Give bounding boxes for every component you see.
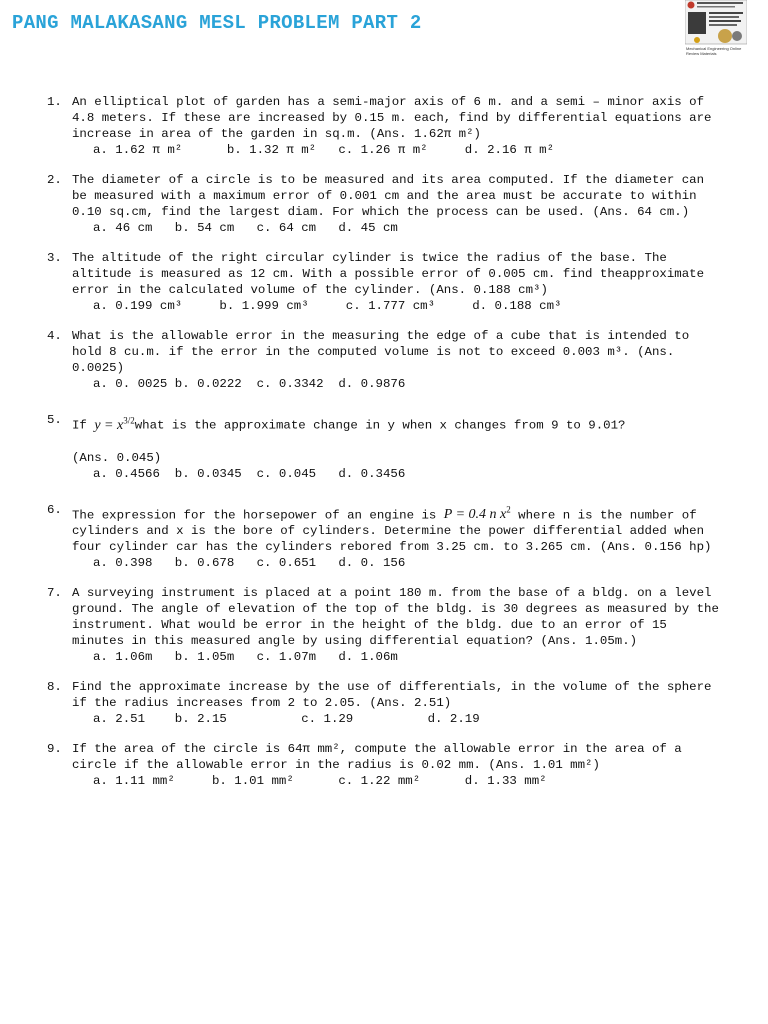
question-text <box>72 412 722 434</box>
question-number: 2. <box>47 173 62 187</box>
answer-choices: a. 2.51 b. 2.15 c. 1.29 d. 2.19 <box>93 712 480 727</box>
question-item <box>47 94 722 158</box>
math-base: y = x <box>94 417 124 433</box>
answer-choices: a. 46 cm b. 54 cm c. 64 cm d. 45 cm <box>93 221 398 235</box>
question-number: 5. <box>47 413 62 427</box>
question-text: The diameter of a circle is to be measured and its area computed. If the diameter can be measured with a maximum error of 0.001 cm and the area must be accurate to within 0.10 sq.cm, find the largest diam. For which the process can be used. (Ans. 64 cm.) <box>72 173 705 219</box>
math-exponent: 2 <box>506 504 511 515</box>
question-text: If the area of the circle is 64π mm², compute the allowable error in the area of a circle if the allowable error in the radius is 0.02 mm. (Ans. 1.01 mm²) <box>72 742 682 773</box>
answer-choices: a. 0.398 b. 0.678 c. 0.651 d. 0. 156 <box>93 556 406 571</box>
question-text-before: If <box>72 418 95 433</box>
question-number: 4. <box>47 329 62 343</box>
answer-choices: a. 1.06m b. 1.05m c. 1.07m d. 1.06m <box>93 650 398 665</box>
math-expression <box>94 415 135 433</box>
question-item <box>47 741 722 789</box>
question-number: 9. <box>47 742 62 757</box>
question-text-after: what is the approximate change in y when x changes from 9 to 9.01? <box>134 418 626 433</box>
math-expression <box>443 504 511 523</box>
question-item <box>47 328 722 392</box>
question-item <box>47 502 722 572</box>
review-logo <box>685 0 747 72</box>
question-item <box>47 172 722 236</box>
answer-choices: a. 0. 0025 b. 0.0222 c. 0.3342 d. 0.9876 <box>93 377 406 391</box>
answer-choices: a. 0.4566 b. 0.0345 c. 0.045 d. 0.3456 <box>93 466 406 481</box>
question-text <box>72 502 722 556</box>
question-text: The altitude of the right circular cylinder is twice the radius of the base. The altitude is measured as 12 cm. With a possible error of 0.005 cm. find theapproximate error in the calculated volume of the cylinder. (Ans. 0.188 cm³) <box>72 251 705 297</box>
answer-choices: a. 0.199 cm³ b. 1.999 cm³ c. 1.777 cm³ d. 0.188 cm³ <box>93 299 562 313</box>
logo-caption: Mechanical Engineering Online Review Materials <box>686 46 742 56</box>
math-exponent: 3/2 <box>123 415 135 425</box>
question-number: 1. <box>47 95 62 109</box>
question-text-before: The expression for the horsepower of an engine is <box>72 508 444 523</box>
math-base: P = 0.4 n x <box>443 507 507 523</box>
question-number: 7. <box>47 586 62 601</box>
question-list <box>47 94 722 803</box>
question-number: 8. <box>47 680 62 695</box>
answer-choices: a. 1.62 π m² b. 1.32 π m² c. 1.26 π m² d. 2.16 π m² <box>93 143 555 157</box>
question-text: A surveying instrument is placed at a point 180 m. from the base of a bldg. on a level ground. The angle of elevation of the top of the bldg. is 30 degrees as measured by the instrument. What would be error in the height of the bldg. due to an error of 15 minutes in this measured angle by using differential equation? (Ans. 1.05m.) <box>72 586 719 649</box>
question-item <box>47 412 722 482</box>
question-number: 6. <box>47 502 62 517</box>
page-title: PANG MALAKASANG MESL PROBLEM PART 2 <box>12 12 422 34</box>
question-text-after: where n is the number of cylinders and x is the bore of cylinders. Determine the power differential added when four cylinder car has the cylinders rebored from 3.25 cm. to 3.265 cm. (Ans. 0.156 hp) <box>72 508 712 555</box>
question-text: An elliptical plot of garden has a semi-major axis of 6 m. and a semi – minor axis of 4.8 meters. If these are increased by 0.15 m. each, find by differential equations are increase in area of the garden in sq.m. (Ans. 1.62π m²) <box>72 95 712 141</box>
answer-key: (Ans. 0.045) <box>72 450 162 465</box>
question-item <box>47 679 722 727</box>
question-item <box>47 585 722 665</box>
question-item <box>47 250 722 314</box>
answer-choices: a. 1.11 mm² b. 1.01 mm² c. 1.22 mm² d. 1.33 mm² <box>93 774 547 789</box>
question-text: What is the allowable error in the measuring the edge of a cube that is intended to hold 8 cu.m. if the error in the computed volume is not to exceed 0.003 m³. (Ans. 0.0025) <box>72 329 690 375</box>
question-text: Find the approximate increase by the use of differentials, in the volume of the sphere if the radius increases from 2 to 2.05. (Ans. 2.51) <box>72 680 712 711</box>
question-number: 3. <box>47 251 62 265</box>
